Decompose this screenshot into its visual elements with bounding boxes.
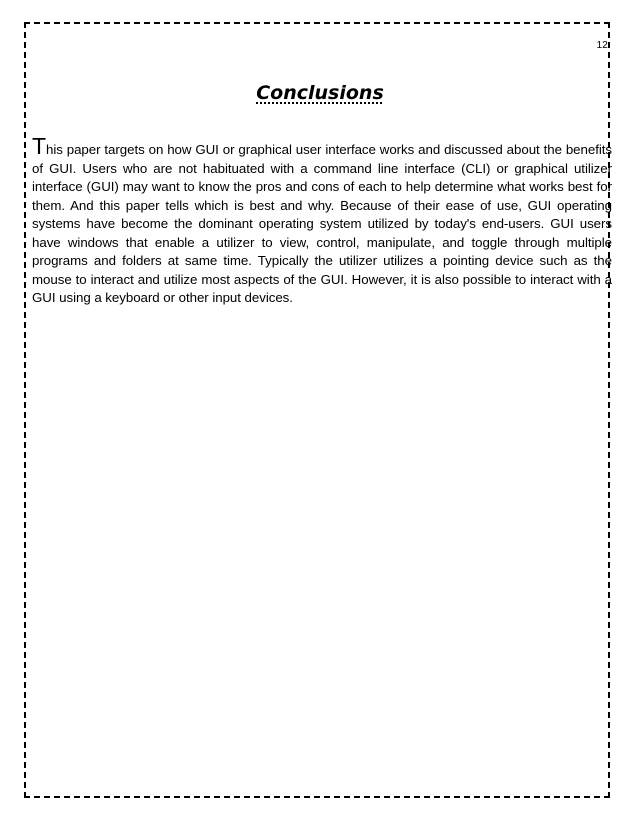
section-title: Conclusions: [256, 82, 384, 104]
page-number: 12: [596, 40, 608, 51]
paragraph-text: his paper targets on how GUI or graphical user interface works and discussed about the benefits of GUI. Users who are not habituated with a command line interface (CLI) or graphical utilizer interface (GUI) may want to know the pros and cons of each to help determine what works best for them. And this paper tells which is best and why. Because of their ease of use, GUI operating systems have become the dominant operating system utilized by today's end-users. GUI users have windows that enable a utilizer to view, control, manipulate, and toggle through multiple programs and folders at same time. Typically the utilizer utilizes a pointing device such as the mouse to interact and utilize most aspects of the GUI. However, it is also possible to interact with a GUI using a keyboard or other input devices.: [32, 142, 612, 305]
conclusions-paragraph: [32, 133, 612, 308]
drop-cap-letter: T: [32, 133, 46, 159]
